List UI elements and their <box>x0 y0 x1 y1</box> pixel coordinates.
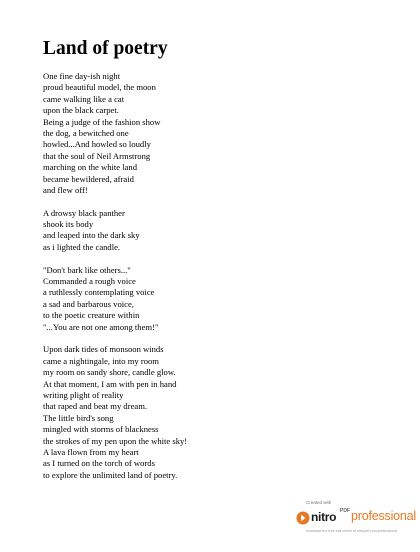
watermark-brand: nitro <box>311 510 337 524</box>
poem-line: Being a judge of the fashion show <box>43 116 161 127</box>
stanza-3 <box>43 265 403 333</box>
poem-line: the dog, a bewitched one <box>43 127 129 138</box>
poem-line: mingled with storms of blackness <box>43 424 159 435</box>
poem-line: "...You are not one among them!" <box>43 321 159 332</box>
poem-line: the strokes of my pen upon the white sky! <box>43 435 188 446</box>
stanza-1 <box>43 71 403 196</box>
stanza-4 <box>43 344 403 481</box>
poem-line: as i lighted the candle. <box>43 241 121 252</box>
poem-line: came a nightingale, into my room <box>43 355 159 366</box>
poem-line: that the soul of Neil Armstrong <box>43 150 151 161</box>
page-title: Land of poetry <box>43 38 168 59</box>
poem-line: a sad and barbarous voice, <box>43 298 134 309</box>
nitro-watermark <box>296 499 420 543</box>
poem-line: marching on the white land <box>43 162 138 173</box>
poem-line: to explore the unlimited land of poetry. <box>43 469 178 480</box>
poem-line: "Don't bark like others..." <box>43 264 131 275</box>
stanza-2 <box>43 208 403 254</box>
poem-line: Upon dark tides of monsoon winds <box>43 344 164 355</box>
poem-line: A lava flown from my heart <box>43 446 139 457</box>
poem-line: came walking like a cat <box>43 93 125 104</box>
poem-line: howled...And howled so loudly <box>43 139 151 150</box>
poem-body <box>43 71 403 492</box>
watermark-brand-sup: PDF <box>340 508 350 514</box>
poem-line: proud beautiful model, the moon <box>43 82 156 93</box>
poem-line: that raped and beat my dream. <box>43 401 148 412</box>
poem-line: The little bird's song <box>43 412 114 423</box>
poem-line: my room on sandy shore, candle glow. <box>43 367 176 378</box>
watermark-created-with: Created with <box>306 500 332 505</box>
nitro-logo-icon <box>296 511 310 525</box>
poem-line: Commanded a rough voice <box>43 276 136 287</box>
watermark-edition: professional <box>351 509 417 523</box>
poem-line: One fine day-ish night <box>43 71 121 81</box>
poem-line: became bewildered, afraid <box>43 173 134 184</box>
poem-line: and flew off! <box>43 184 88 195</box>
poem-line: shook its body <box>43 219 94 230</box>
poem-line: a ruthlessly contemplating voice <box>43 287 155 298</box>
poem-line: and leaped into the dark sky <box>43 230 140 241</box>
poem-line: as I turned on the torch of words <box>43 458 155 469</box>
poem-line: upon the black carpet. <box>43 105 119 116</box>
poem-line: to the poetic creature within <box>43 310 140 321</box>
poem-line: A drowsy black panther <box>43 207 125 218</box>
poem-line: writing plight of reality <box>43 389 124 400</box>
poem-line: At that moment, I am with pen in hand <box>43 378 177 389</box>
watermark-trial-note: download the free trial online at nitropdf.com/professional <box>306 529 398 533</box>
